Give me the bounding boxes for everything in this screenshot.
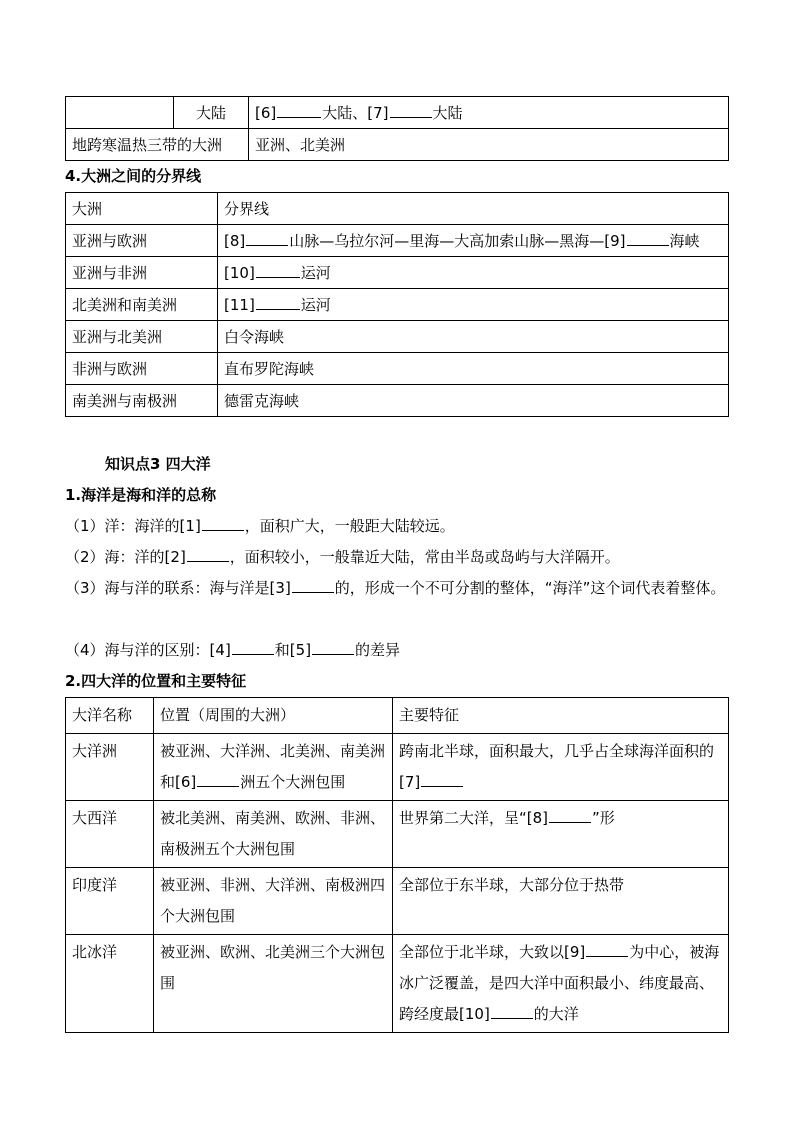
para-text: 的，形成一个不可分割的整体，“海洋”这个词代表着整体。 [334, 579, 726, 597]
cell-text: 运河 [300, 295, 331, 314]
table-cell [218, 289, 729, 321]
cell-text: 跨南北半球，面积最大，几乎占全球海洋面积的[7] [399, 742, 715, 791]
table-cell: 直布罗陀海峡 [218, 353, 729, 385]
table-row [66, 734, 729, 801]
para-text: 的差异 [355, 641, 401, 659]
fill-blank[interactable] [586, 939, 628, 957]
table-row [66, 353, 729, 385]
cell-text: 海峡 [669, 231, 700, 250]
fill-blank[interactable] [549, 805, 591, 823]
table-row [66, 935, 729, 1033]
table-cell: 北冰洋 [66, 935, 154, 1033]
table-header: 大洋名称 [66, 698, 154, 734]
cell-text: 被亚洲、大洋洲、北美洲、南美洲和[6] [160, 742, 386, 791]
cell-text: 运河 [300, 263, 331, 282]
cell-text: [6] [255, 103, 277, 122]
table-cell: 非洲与欧洲 [66, 353, 218, 385]
table-row [66, 257, 729, 289]
cell-text: ”形 [592, 809, 615, 827]
para-text: （3）海与洋的联系：海与洋是[3] [65, 579, 291, 597]
cell-text: 山脉—乌拉尔河—里海—大高加索山脉—黑海—[9] [289, 231, 626, 250]
table-row [66, 868, 729, 935]
section-heading: 1.海洋是海和洋的总称 [65, 486, 217, 504]
cell-text: 洲五个大洲包围 [240, 773, 346, 791]
paragraph [65, 573, 729, 604]
table-cell [218, 225, 729, 257]
para-text: 和[5] [274, 641, 312, 659]
para-text: （4）海与洋的区别：[4] [65, 641, 231, 659]
fill-blank[interactable] [246, 228, 288, 246]
table-header: 大洲 [66, 193, 218, 225]
table-cell: 大洋洲 [66, 734, 154, 801]
table-cell: 大陆 [174, 97, 249, 129]
table-cell [393, 734, 729, 801]
cell-text: 为中心，被海冰广泛覆盖，是四大洋中面积最小、纬度最高、跨经度最[10] [399, 943, 720, 1023]
table-cell: 南美洲与南极洲 [66, 385, 218, 417]
fill-blank[interactable] [277, 100, 321, 118]
table-cell: 被北美洲、南美洲、欧洲、非洲、南极洲五个大洲包围 [154, 801, 393, 868]
table-cell: 亚洲、北美洲 [249, 129, 729, 161]
fill-blank[interactable] [390, 100, 432, 118]
cell-text: 全部位于北半球，大致以[9] [399, 943, 586, 961]
table-cell: 亚洲与北美洲 [66, 321, 218, 353]
section-heading: 4.大洲之间的分界线 [65, 167, 202, 185]
fill-blank[interactable] [197, 769, 239, 787]
table-cell: 亚洲与欧洲 [66, 225, 218, 257]
para-text: ，面积广大，一般距大陆较远。 [244, 517, 455, 535]
oceans-table [65, 697, 729, 1033]
table-header: 主要特征 [393, 698, 729, 734]
paragraph [65, 542, 729, 573]
table-cell: 全部位于东半球，大部分位于热带 [393, 868, 729, 935]
table-row [66, 321, 729, 353]
cell-text: [11] [224, 295, 255, 314]
table-row [66, 385, 729, 417]
cell-text: 世界第二大洋，呈“[8] [399, 809, 549, 827]
table-header: 位置（周围的大洲） [154, 698, 393, 734]
table-cell: 被亚洲、非洲、大洋洲、南极洲四个大洲包围 [154, 868, 393, 935]
table-cell: 印度洋 [66, 868, 154, 935]
table-cell [66, 97, 174, 129]
table-cell: 被亚洲、欧洲、北美洲三个大洲包围 [154, 935, 393, 1033]
cell-text: 的大洋 [533, 1005, 579, 1023]
paragraph [65, 511, 729, 542]
table-row [66, 289, 729, 321]
fill-blank[interactable] [187, 544, 229, 562]
table-cell: 白令海峡 [218, 321, 729, 353]
table-cell [154, 734, 393, 801]
table-cell: 德雷克海峡 [218, 385, 729, 417]
fill-blank[interactable] [256, 260, 300, 278]
fill-blank[interactable] [202, 513, 244, 531]
fill-blank[interactable] [312, 637, 354, 655]
continent-table-continued [65, 96, 729, 161]
cell-text: 大陆 [432, 103, 463, 122]
fill-blank[interactable] [292, 575, 334, 593]
table-header: 分界线 [218, 193, 729, 225]
table-row [66, 801, 729, 868]
table-row [66, 225, 729, 257]
cell-text: 大陆、[7] [322, 103, 389, 122]
section-heading: 2.四大洋的位置和主要特征 [65, 672, 247, 690]
boundary-table [65, 192, 729, 417]
table-cell [393, 935, 729, 1033]
para-text: ，面积较小，一般靠近大陆，常由半岛或岛屿与大洋隔开。 [229, 548, 620, 566]
table-cell: 地跨寒温热三带的大洲 [66, 129, 249, 161]
fill-blank[interactable] [256, 292, 300, 310]
cell-text: [10] [224, 263, 255, 282]
table-cell: 亚洲与非洲 [66, 257, 218, 289]
fill-blank[interactable] [627, 228, 669, 246]
table-cell [249, 97, 729, 129]
cell-text: [8] [224, 231, 246, 250]
topic-title: 知识点3 四大洋 [105, 455, 211, 473]
paragraph [65, 635, 729, 666]
fill-blank[interactable] [491, 1001, 533, 1019]
table-cell [218, 257, 729, 289]
table-cell: 大西洋 [66, 801, 154, 868]
table-cell: 北美洲和南美洲 [66, 289, 218, 321]
para-text: （1）洋：海洋的[1] [65, 517, 201, 535]
fill-blank[interactable] [421, 769, 463, 787]
fill-blank[interactable] [232, 637, 274, 655]
para-text: （2）海：洋的[2] [65, 548, 186, 566]
table-cell [393, 801, 729, 868]
